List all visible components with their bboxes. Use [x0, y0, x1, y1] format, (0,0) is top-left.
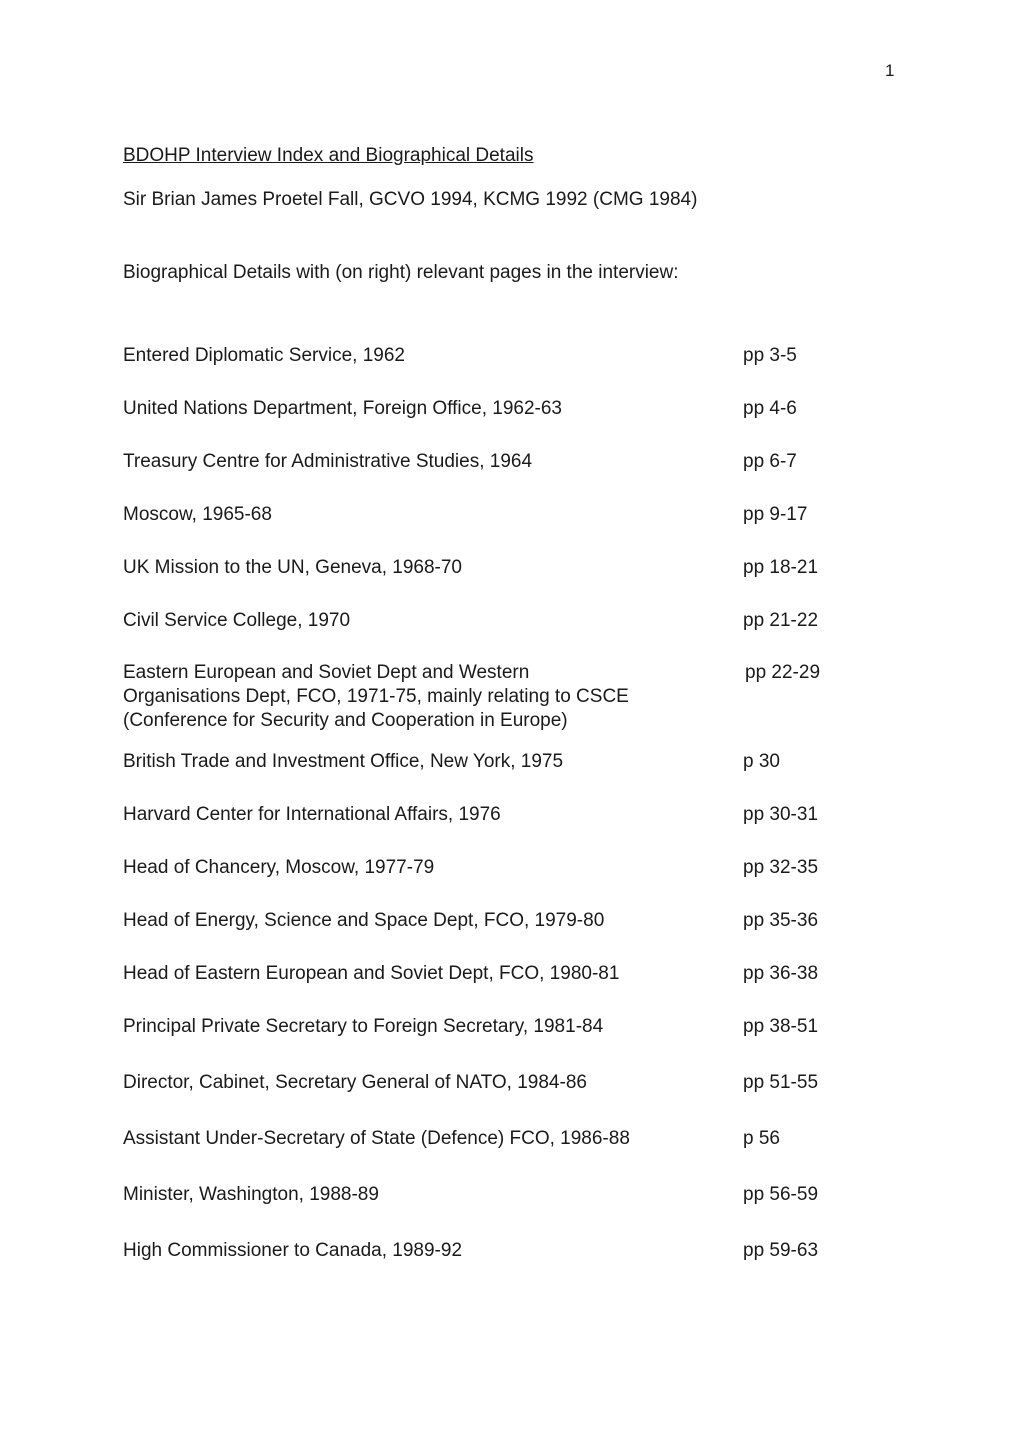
entry-pages: pp 21-22 [743, 610, 819, 631]
entry-pages: pp 18-21 [743, 557, 819, 578]
entry-pages: pp 51-55 [743, 1072, 819, 1093]
entry-description: UK Mission to the UN, Geneva, 1968-70 [123, 557, 463, 578]
entry-pages: p 56 [743, 1128, 780, 1149]
entry-description: Director, Cabinet, Secretary General of NATO, 1984-86 [123, 1072, 587, 1093]
entry-pages: pp 22-29 [745, 662, 821, 683]
entry-pages: pp 56-59 [743, 1184, 819, 1205]
intro-text: Biographical Details with (on right) relevant pages in the interview: [123, 262, 679, 283]
entry-pages: pp 32-35 [743, 857, 819, 878]
entry-description: Treasury Centre for Administrative Studies, 1964 [123, 451, 533, 472]
page-number: 1 [885, 61, 895, 80]
entry-pages: pp 9-17 [743, 504, 808, 525]
entry-description: Moscow, 1965-68 [123, 504, 272, 525]
entry-pages: pp 3-5 [743, 345, 797, 366]
entry-description: High Commissioner to Canada, 1989-92 [123, 1240, 463, 1261]
entry-description: United Nations Department, Foreign Office, 1962-63 [123, 398, 562, 419]
entry-description: Eastern European and Soviet Dept and Western Organisations Dept, FCO, 1971-75, mainly relating to CSCE (Conference for Security and Cooperation in Europe) [123, 662, 629, 731]
entry-pages: pp 30-31 [743, 804, 819, 825]
entry-description: Civil Service College, 1970 [123, 610, 351, 631]
entry-pages: pp 4-6 [743, 398, 797, 419]
entry-pages: pp 6-7 [743, 451, 797, 472]
entry-description: Head of Eastern European and Soviet Dept, FCO, 1980-81 [123, 963, 620, 984]
entry-pages: p 30 [743, 751, 780, 772]
entry-description: British Trade and Investment Office, New York, 1975 [123, 751, 564, 772]
entry-description: Entered Diplomatic Service, 1962 [123, 345, 405, 366]
subject-name: Sir Brian James Proetel Fall, GCVO 1994, KCMG 1992 (CMG 1984) [123, 189, 698, 210]
entry-description: Head of Chancery, Moscow, 1977-79 [123, 857, 435, 878]
entry-description: Principal Private Secretary to Foreign Secretary, 1981-84 [123, 1016, 604, 1037]
entry-pages: pp 35-36 [743, 910, 819, 931]
entry-description: Assistant Under-Secretary of State (Defence) FCO, 1986-88 [123, 1128, 630, 1149]
document-heading: BDOHP Interview Index and Biographical Details [123, 145, 534, 166]
entry-description: Head of Energy, Science and Space Dept, FCO, 1979-80 [123, 910, 605, 931]
entry-pages: pp 36-38 [743, 963, 819, 984]
entry-pages: pp 38-51 [743, 1016, 819, 1037]
entry-description: Minister, Washington, 1988-89 [123, 1184, 379, 1205]
entry-description: Harvard Center for International Affairs, 1976 [123, 804, 501, 825]
entry-pages: pp 59-63 [743, 1240, 819, 1261]
